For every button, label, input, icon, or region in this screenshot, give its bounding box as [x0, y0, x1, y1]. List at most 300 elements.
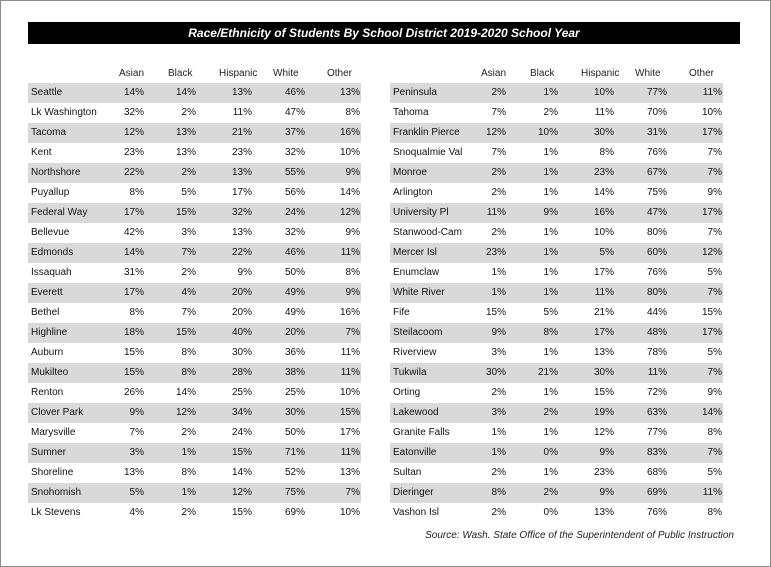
- cell-other: 16%: [339, 127, 360, 138]
- cell-white: 50%: [284, 427, 305, 438]
- cell-other: 7%: [707, 147, 722, 158]
- cell-other: 8%: [707, 507, 722, 518]
- cell-white: 76%: [646, 507, 667, 518]
- cell-hispanic: 32%: [231, 207, 252, 218]
- district-name: Riverview: [393, 347, 437, 358]
- cell-other: 7%: [345, 327, 360, 338]
- cell-other: 15%: [339, 407, 360, 418]
- table-row: [28, 123, 361, 143]
- cell-hispanic: 34%: [231, 407, 252, 418]
- cell-hispanic: 28%: [231, 367, 252, 378]
- cell-black: 8%: [181, 347, 196, 358]
- cell-asian: 3%: [491, 347, 506, 358]
- cell-black: 1%: [543, 467, 558, 478]
- district-name: Seattle: [31, 87, 63, 98]
- cell-asian: 2%: [491, 87, 506, 98]
- cell-hispanic: 30%: [593, 127, 614, 138]
- cell-other: 7%: [707, 287, 722, 298]
- district-name: Enumclaw: [393, 267, 440, 278]
- cell-other: 17%: [701, 127, 722, 138]
- column-header-other: Other: [327, 68, 353, 79]
- cell-other: 11%: [340, 367, 360, 378]
- cell-black: 1%: [181, 447, 196, 458]
- column-header-hispanic: Hispanic: [581, 68, 620, 79]
- cell-black: 0%: [543, 507, 558, 518]
- cell-other: 5%: [707, 347, 722, 358]
- cell-hispanic: 9%: [599, 447, 614, 458]
- cell-black: 7%: [181, 307, 196, 318]
- cell-black: 5%: [543, 307, 558, 318]
- cell-white: 46%: [284, 247, 305, 258]
- cell-hispanic: 15%: [593, 387, 614, 398]
- cell-black: 2%: [543, 107, 558, 118]
- district-name: Lk Washington: [31, 107, 97, 118]
- cell-asian: 2%: [491, 187, 506, 198]
- cell-asian: 17%: [123, 207, 144, 218]
- cell-black: 12%: [175, 407, 196, 418]
- cell-asian: 14%: [123, 87, 144, 98]
- district-name: Snoqualmie Val: [393, 147, 463, 158]
- cell-asian: 15%: [123, 367, 144, 378]
- cell-hispanic: 13%: [231, 87, 252, 98]
- cell-hispanic: 14%: [231, 467, 252, 478]
- cell-white: 31%: [646, 127, 667, 138]
- cell-black: 15%: [175, 327, 196, 338]
- cell-white: 49%: [284, 287, 305, 298]
- cell-white: 78%: [646, 347, 667, 358]
- cell-black: 1%: [543, 347, 558, 358]
- cell-white: 76%: [646, 267, 667, 278]
- cell-white: 46%: [284, 87, 305, 98]
- cell-asian: 9%: [129, 407, 144, 418]
- cell-black: 2%: [181, 427, 196, 438]
- district-name: Shoreline: [31, 467, 74, 478]
- table-row: [28, 183, 361, 203]
- district-name: Orting: [393, 387, 421, 398]
- cell-other: 12%: [339, 207, 360, 218]
- table-row: [390, 143, 723, 163]
- cell-other: 14%: [339, 187, 360, 198]
- district-name: Marysville: [31, 427, 76, 438]
- table-row: [28, 83, 361, 103]
- table-row: [390, 423, 723, 443]
- table-row: [390, 163, 723, 183]
- cell-hispanic: 17%: [593, 327, 614, 338]
- table-row: [390, 463, 723, 483]
- cell-asian: 11%: [486, 207, 506, 218]
- cell-white: 67%: [646, 167, 667, 178]
- cell-white: 30%: [284, 407, 305, 418]
- cell-other: 7%: [345, 487, 360, 498]
- table-row: [28, 363, 361, 383]
- cell-other: 7%: [707, 167, 722, 178]
- district-name: Mercer Isl: [393, 247, 437, 258]
- cell-hispanic: 9%: [237, 267, 252, 278]
- column-header-row: [28, 65, 361, 83]
- cell-other: 9%: [345, 227, 360, 238]
- cell-hispanic: 30%: [231, 347, 252, 358]
- cell-asian: 2%: [491, 167, 506, 178]
- cell-asian: 15%: [485, 307, 506, 318]
- cell-hispanic: 12%: [231, 487, 252, 498]
- cell-other: 11%: [702, 87, 722, 98]
- table-row: [390, 323, 723, 343]
- cell-asian: 32%: [123, 107, 144, 118]
- cell-black: 3%: [181, 227, 196, 238]
- cell-hispanic: 23%: [231, 147, 252, 158]
- cell-white: 83%: [646, 447, 667, 458]
- cell-hispanic: 15%: [231, 507, 252, 518]
- cell-white: 48%: [646, 327, 667, 338]
- cell-black: 2%: [181, 267, 196, 278]
- district-name: Dieringer: [393, 487, 434, 498]
- cell-hispanic: 13%: [593, 347, 614, 358]
- cell-asian: 2%: [491, 467, 506, 478]
- district-name: Eatonville: [393, 447, 437, 458]
- district-name: Sultan: [393, 467, 422, 478]
- cell-white: 36%: [284, 347, 305, 358]
- table-row: [390, 103, 723, 123]
- district-name: Peninsula: [393, 87, 437, 98]
- cell-hispanic: 16%: [593, 207, 614, 218]
- cell-black: 13%: [175, 127, 196, 138]
- cell-hispanic: 30%: [593, 367, 614, 378]
- cell-asian: 22%: [123, 167, 144, 178]
- cell-asian: 14%: [123, 247, 144, 258]
- column-header-black: Black: [168, 68, 193, 79]
- cell-other: 8%: [707, 427, 722, 438]
- cell-other: 7%: [707, 447, 722, 458]
- cell-white: 55%: [284, 167, 305, 178]
- cell-black: 1%: [543, 247, 558, 258]
- cell-hispanic: 11%: [594, 107, 614, 118]
- district-name: Renton: [31, 387, 64, 398]
- cell-hispanic: 23%: [593, 167, 614, 178]
- table-row: [28, 163, 361, 183]
- cell-white: 80%: [646, 227, 667, 238]
- cell-hispanic: 20%: [231, 307, 252, 318]
- cell-other: 11%: [340, 247, 360, 258]
- cell-asian: 42%: [123, 227, 144, 238]
- table-row: [28, 283, 361, 303]
- cell-asian: 23%: [485, 247, 506, 258]
- table-row: [28, 403, 361, 423]
- cell-hispanic: 13%: [231, 167, 252, 178]
- cell-hispanic: 8%: [599, 147, 614, 158]
- district-name: Issaquah: [31, 267, 72, 278]
- cell-other: 13%: [339, 467, 360, 478]
- cell-black: 14%: [175, 87, 196, 98]
- cell-asian: 15%: [123, 347, 144, 358]
- cell-hispanic: 25%: [231, 387, 252, 398]
- district-name: Tacoma: [31, 127, 67, 138]
- cell-asian: 2%: [491, 507, 506, 518]
- cell-black: 1%: [543, 167, 558, 178]
- table-row: [390, 263, 723, 283]
- cell-other: 16%: [339, 307, 360, 318]
- left-table: [28, 65, 361, 523]
- district-name: Clover Park: [31, 407, 84, 418]
- column-header-asian: Asian: [481, 68, 507, 79]
- district-name: Sumner: [31, 447, 67, 458]
- cell-hispanic: 19%: [593, 407, 614, 418]
- cell-black: 9%: [543, 207, 558, 218]
- district-name: Lakewood: [393, 407, 439, 418]
- cell-black: 2%: [543, 407, 558, 418]
- cell-white: 75%: [646, 187, 667, 198]
- cell-white: 69%: [284, 507, 305, 518]
- cell-black: 14%: [175, 387, 196, 398]
- cell-asian: 1%: [491, 267, 506, 278]
- cell-white: 56%: [284, 187, 305, 198]
- district-name: Lk Stevens: [31, 507, 81, 518]
- cell-asian: 31%: [123, 267, 144, 278]
- chart-title: Race/Ethnicity of Students By School District 2019-2020 School Year: [28, 22, 740, 44]
- cell-white: 44%: [646, 307, 667, 318]
- cell-other: 13%: [339, 87, 360, 98]
- table-row: [28, 483, 361, 503]
- cell-other: 10%: [339, 147, 360, 158]
- column-header-asian: Asian: [119, 68, 145, 79]
- cell-other: 14%: [701, 407, 722, 418]
- cell-other: 10%: [701, 107, 722, 118]
- district-name: Franklin Pierce: [393, 127, 460, 138]
- cell-asian: 23%: [123, 147, 144, 158]
- table-row: [390, 183, 723, 203]
- cell-hispanic: 13%: [231, 227, 252, 238]
- cell-black: 1%: [543, 287, 558, 298]
- table-row: [28, 103, 361, 123]
- right-table: [390, 65, 723, 523]
- cell-asian: 12%: [123, 127, 144, 138]
- district-name: Tahoma: [393, 107, 429, 118]
- table-row: [28, 463, 361, 483]
- district-name: Granite Falls: [393, 427, 450, 438]
- cell-black: 8%: [181, 367, 196, 378]
- cell-black: 15%: [175, 207, 196, 218]
- table-row: [390, 443, 723, 463]
- cell-other: 5%: [707, 267, 722, 278]
- cell-white: 37%: [284, 127, 305, 138]
- cell-hispanic: 12%: [593, 427, 614, 438]
- column-header-white: White: [273, 68, 299, 79]
- district-name: Northshore: [31, 167, 81, 178]
- cell-black: 5%: [181, 187, 196, 198]
- cell-white: 20%: [284, 327, 305, 338]
- cell-white: 70%: [646, 107, 667, 118]
- cell-other: 7%: [707, 367, 722, 378]
- cell-white: 60%: [646, 247, 667, 258]
- district-name: Edmonds: [31, 247, 74, 258]
- district-name: Steilacoom: [393, 327, 443, 338]
- district-name: Kent: [31, 147, 52, 158]
- cell-white: 71%: [284, 447, 305, 458]
- table-row: [28, 423, 361, 443]
- table-row: [390, 83, 723, 103]
- cell-other: 15%: [701, 307, 722, 318]
- cell-asian: 12%: [485, 127, 506, 138]
- district-name: Snohomish: [31, 487, 82, 498]
- cell-black: 8%: [181, 467, 196, 478]
- table-row: [28, 203, 361, 223]
- cell-white: 49%: [284, 307, 305, 318]
- cell-asian: 30%: [485, 367, 506, 378]
- cell-black: 13%: [175, 147, 196, 158]
- column-header-black: Black: [530, 68, 555, 79]
- cell-asian: 5%: [129, 487, 144, 498]
- cell-other: 11%: [702, 487, 722, 498]
- cell-asian: 2%: [491, 227, 506, 238]
- cell-white: 24%: [284, 207, 305, 218]
- cell-hispanic: 13%: [593, 507, 614, 518]
- cell-asian: 8%: [129, 187, 144, 198]
- cell-other: 11%: [340, 347, 360, 358]
- district-name: Bellevue: [31, 227, 70, 238]
- column-header-other: Other: [689, 68, 715, 79]
- cell-asian: 8%: [129, 307, 144, 318]
- cell-other: 9%: [345, 167, 360, 178]
- cell-white: 75%: [284, 487, 305, 498]
- table-row: [390, 483, 723, 503]
- table-row: [390, 223, 723, 243]
- cell-asian: 7%: [491, 107, 506, 118]
- cell-black: 1%: [543, 227, 558, 238]
- cell-other: 17%: [701, 327, 722, 338]
- cell-other: 10%: [339, 387, 360, 398]
- cell-hispanic: 17%: [593, 267, 614, 278]
- cell-white: 47%: [284, 107, 305, 118]
- table-row: [390, 123, 723, 143]
- cell-other: 8%: [345, 107, 360, 118]
- cell-black: 1%: [543, 427, 558, 438]
- cell-other: 7%: [707, 227, 722, 238]
- cell-black: 7%: [181, 247, 196, 258]
- column-header-hispanic: Hispanic: [219, 68, 258, 79]
- cell-other: 17%: [339, 427, 360, 438]
- cell-white: 50%: [284, 267, 305, 278]
- cell-white: 32%: [284, 147, 305, 158]
- cell-other: 17%: [701, 207, 722, 218]
- cell-asian: 1%: [491, 427, 506, 438]
- cell-hispanic: 40%: [231, 327, 252, 338]
- cell-hispanic: 20%: [231, 287, 252, 298]
- cell-black: 1%: [543, 147, 558, 158]
- cell-asian: 18%: [123, 327, 144, 338]
- district-name: Bethel: [31, 307, 60, 318]
- column-header-row: [390, 65, 723, 83]
- cell-black: 2%: [181, 507, 196, 518]
- cell-asian: 13%: [123, 467, 144, 478]
- cell-white: 52%: [284, 467, 305, 478]
- table-row: [390, 203, 723, 223]
- cell-other: 9%: [345, 287, 360, 298]
- district-name: University Pl: [393, 207, 449, 218]
- table-row: [28, 263, 361, 283]
- cell-hispanic: 5%: [599, 247, 614, 258]
- cell-asian: 17%: [123, 287, 144, 298]
- cell-black: 1%: [543, 387, 558, 398]
- cell-black: 1%: [543, 267, 558, 278]
- table-row: [390, 403, 723, 423]
- cell-hispanic: 23%: [593, 467, 614, 478]
- district-name: Federal Way: [31, 207, 88, 218]
- cell-white: 77%: [646, 87, 667, 98]
- district-name: Stanwood-Cam: [393, 227, 462, 238]
- cell-other: 9%: [707, 387, 722, 398]
- district-name: Auburn: [31, 347, 64, 358]
- cell-white: 80%: [646, 287, 667, 298]
- table-row: [390, 343, 723, 363]
- cell-white: 72%: [646, 387, 667, 398]
- table-row: [28, 443, 361, 463]
- cell-hispanic: 9%: [599, 487, 614, 498]
- district-name: Vashon Isl: [393, 507, 439, 518]
- cell-asian: 8%: [491, 487, 506, 498]
- cell-black: 0%: [543, 447, 558, 458]
- cell-black: 2%: [181, 107, 196, 118]
- cell-other: 5%: [707, 467, 722, 478]
- district-name: Everett: [31, 287, 63, 298]
- table-row: [28, 323, 361, 343]
- cell-other: 12%: [701, 247, 722, 258]
- cell-other: 8%: [345, 267, 360, 278]
- cell-asian: 26%: [123, 387, 144, 398]
- district-name: Mukilteo: [31, 367, 69, 378]
- cell-hispanic: 22%: [231, 247, 252, 258]
- cell-white: 68%: [646, 467, 667, 478]
- table-row: [28, 383, 361, 403]
- cell-other: 11%: [340, 447, 360, 458]
- cell-black: 2%: [181, 167, 196, 178]
- cell-white: 47%: [646, 207, 667, 218]
- column-header-white: White: [635, 68, 661, 79]
- district-name: Fife: [393, 307, 410, 318]
- cell-white: 11%: [647, 367, 667, 378]
- table-row: [28, 303, 361, 323]
- cell-black: 2%: [543, 487, 558, 498]
- district-name: Highline: [31, 327, 68, 338]
- cell-asian: 1%: [491, 287, 506, 298]
- cell-white: 25%: [284, 387, 305, 398]
- cell-hispanic: 24%: [231, 427, 252, 438]
- cell-white: 76%: [646, 147, 667, 158]
- cell-white: 32%: [284, 227, 305, 238]
- table-row: [390, 503, 723, 523]
- table-row: [28, 503, 361, 523]
- source-note: Source: Wash. State Office of the Superintendent of Public Instruction: [425, 530, 734, 541]
- cell-hispanic: 15%: [231, 447, 252, 458]
- cell-black: 8%: [543, 327, 558, 338]
- cell-hispanic: 17%: [231, 187, 252, 198]
- table-row: [28, 143, 361, 163]
- cell-black: 10%: [537, 127, 558, 138]
- cell-asian: 4%: [129, 507, 144, 518]
- cell-white: 63%: [646, 407, 667, 418]
- cell-asian: 3%: [129, 447, 144, 458]
- cell-black: 21%: [537, 367, 558, 378]
- cell-white: 77%: [646, 427, 667, 438]
- table-row: [390, 283, 723, 303]
- district-name: Tukwila: [393, 367, 427, 378]
- cell-black: 4%: [181, 287, 196, 298]
- table-row: [28, 243, 361, 263]
- cell-asian: 2%: [491, 387, 506, 398]
- district-name: Puyallup: [31, 187, 70, 198]
- table-row: [390, 383, 723, 403]
- district-name: Arlington: [393, 187, 433, 198]
- district-name: Monroe: [393, 167, 427, 178]
- cell-hispanic: 14%: [593, 187, 614, 198]
